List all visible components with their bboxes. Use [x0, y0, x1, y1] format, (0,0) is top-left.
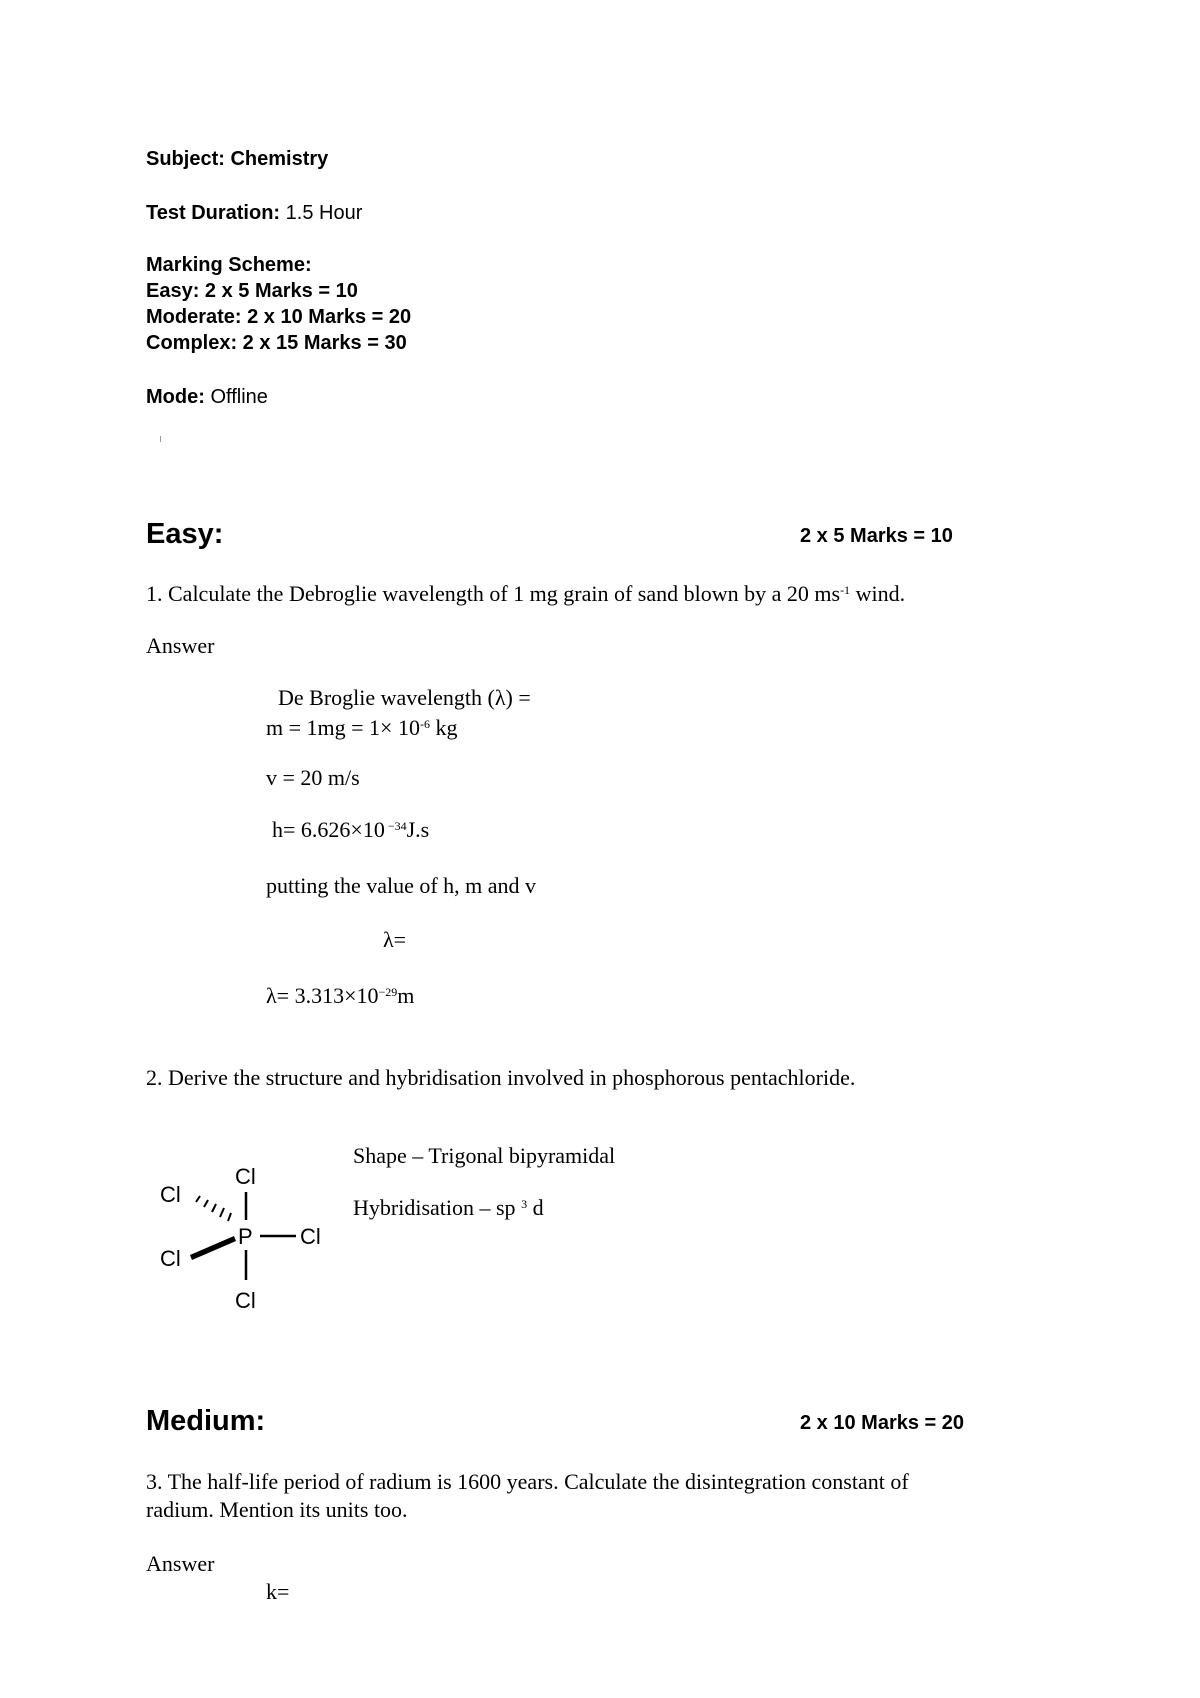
section-title-easy: Easy:	[146, 518, 224, 550]
scheme-complex: Complex: 2 x 15 Marks = 30	[146, 332, 407, 354]
hybridisation-text: Hybridisation – sp	[353, 1195, 522, 1220]
question-3-line-2: radium. Mention its units too.	[146, 1497, 408, 1522]
duration-line	[146, 200, 362, 226]
marking-scheme-label: Marking Scheme:	[146, 254, 312, 276]
section-title-medium: Medium:	[146, 1405, 266, 1437]
planck-unit: J.s	[406, 817, 430, 842]
hybridisation-sup: 3	[521, 1197, 528, 1211]
mass-line	[266, 714, 457, 742]
atom-cl-top: Cl	[235, 1164, 256, 1189]
section-marks-medium: 2 x 10 Marks = 20	[800, 1412, 965, 1434]
planck-line	[272, 816, 429, 844]
k-line: k=	[266, 1579, 290, 1604]
question-1-sup: -1	[840, 583, 851, 597]
subject-label: Subject:	[146, 148, 225, 170]
answer-label-3: Answer	[146, 1551, 215, 1576]
mode-label: Mode:	[146, 386, 205, 408]
scheme-moderate: Moderate: 2 x 10 Marks = 20	[146, 306, 412, 328]
duration-label: Test Duration:	[146, 202, 281, 224]
debroglie-line: De Broglie wavelength (λ) =	[278, 685, 531, 710]
question-2: 2. Derive the structure and hybridisation involved in phosphorous pentachloride.	[146, 1065, 856, 1090]
shape-line: Shape – Trigonal bipyramidal	[353, 1143, 616, 1168]
atom-cl-upper-left: Cl	[160, 1182, 181, 1207]
velocity-line: v = 20 m/s	[266, 765, 360, 790]
hybridisation-line	[353, 1194, 544, 1222]
duration-value: 1.5 Hour	[285, 202, 363, 224]
scheme-easy: Easy: 2 x 5 Marks = 10	[146, 280, 358, 302]
question-1-text: 1. Calculate the Debroglie wavelength of 1 mg grain of sand blown by a 20 ms	[146, 581, 841, 606]
answer-label-1: Answer	[146, 633, 215, 658]
atom-cl-lower-left: Cl	[160, 1246, 181, 1271]
hashed-wedge-bond	[196, 1196, 231, 1221]
mode-value: Offline	[210, 386, 268, 408]
planck-text: h= 6.626×10	[272, 817, 385, 842]
atom-cl-right: Cl	[300, 1224, 321, 1249]
mass-text: m = 1mg = 1× 10	[266, 715, 420, 740]
pcl5-structure-diagram	[150, 1150, 350, 1330]
putting-line: putting the value of h, m and v	[266, 873, 537, 898]
section-marks-easy: 2 x 5 Marks = 10	[800, 525, 953, 547]
lambda-line: λ=	[383, 927, 407, 952]
planck-sup: −34	[384, 819, 407, 833]
subject-line	[146, 146, 328, 172]
stray-mark	[160, 436, 161, 442]
mode-line	[146, 384, 268, 410]
question-1	[146, 580, 905, 608]
atom-cl-bottom: Cl	[235, 1288, 256, 1313]
result-text: λ= 3.313×10	[266, 983, 379, 1008]
mass-sup: -6	[419, 717, 430, 731]
result-line	[266, 982, 414, 1010]
hybridisation-tail: d	[527, 1195, 544, 1220]
atom-p: P	[238, 1224, 253, 1249]
subject-value: Chemistry	[230, 148, 329, 170]
result-sup: −29	[378, 985, 398, 999]
question-3-line-1: 3. The half-life period of radium is 1600 years. Calculate the disintegration constant of	[146, 1469, 909, 1494]
result-unit: m	[397, 983, 415, 1008]
question-1-tail: wind.	[850, 581, 906, 606]
solid-wedge-bond	[190, 1236, 236, 1260]
mass-unit: kg	[429, 715, 458, 740]
